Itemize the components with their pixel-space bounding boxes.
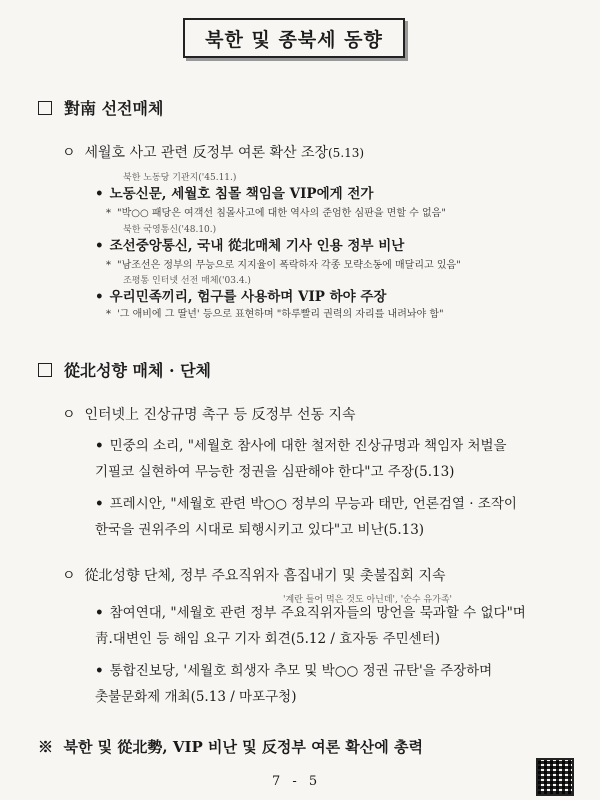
checkbox-icon [38,363,52,377]
quote-line: * '그 애비에 그 딸년' 등으로 표현하며 "하루빨리 권력의 자리를 내려놔야 함" [106,309,444,320]
asterisk-icon: * [106,208,111,219]
list-item: • 조선중앙통신, 국내 從北매체 기사 인용 정부 비난 [95,238,405,254]
list-item: • 통합진보당, '세월호 희생자 추모 및 박○○ 정권 규탄'을 주장하며 촛불문화제 개최(5.13 / 마포구청) [95,663,493,705]
section-heading-1: 對南 선전매체 [38,96,163,119]
section2-item2: ㅇ 從北성향 단체, 정부 주요직위자 흠집내기 및 촛불집회 지속 [62,568,446,584]
list-item: • 참여연대, "세월호 관련 정부 주요직위자들의 망언을 묵과할 수 없다"며 靑.대변인 등 해임 요구 기자 회견(5.12 / 효자동 주민센터) [95,605,526,647]
page-title-text: 북한 및 종북세 동향 [205,28,383,51]
list-item: • 프레시안, "세월호 관련 박○○ 정부의 무능과 태만, 언론검열 · 조작이 한국을 권위주의 시대로 퇴행시키고 있다"고 비난(5.13) [95,496,517,538]
circle-bullet-icon: ㅇ [62,407,76,423]
page-number: 7 - 5 [272,774,322,789]
dot-bullet-icon: • [95,663,104,679]
qr-code-icon [538,760,572,794]
circle-bullet-icon: ㅇ [62,568,76,584]
annotation-note: 조평통 인터넷 선전 매체('03.4.) [123,276,251,286]
checkbox-icon [38,101,52,115]
quote-line: * "남조선은 정부의 무능으로 지지율이 폭락하자 각종 모략소동에 매달리고 있음" [106,260,461,271]
list-item: • 민중의 소리, "세월호 참사에 대한 철저한 진상규명과 책임자 처벌을 기필코 실현하여 무능한 정권을 심판해야 한다"고 주장(5.13) [95,438,507,480]
list-item: • 노동신문, 세월호 침몰 책임을 VIP에게 전가 [95,186,374,202]
dot-bullet-icon: • [95,186,104,202]
reference-mark-icon: ※ [38,738,54,756]
annotation-note: 북한 국영통신('48.10.) [123,225,217,235]
annotation-note: '계란 들어 먹은 것도 아닌데', '순수 유가족' [283,595,453,605]
section1-item: ㅇ 세월호 사고 관련 反정부 여론 확산 조장(5.13) [62,145,365,161]
circle-bullet-icon: ㅇ [62,145,76,161]
dot-bullet-icon: • [95,496,104,512]
dot-bullet-icon: • [95,605,104,621]
section-heading-2: 從北성향 매체 · 단체 [38,358,211,381]
dot-bullet-icon: • [95,438,104,454]
section2-item1: ㅇ 인터넷上 진상규명 촉구 등 反정부 선동 지속 [62,407,356,423]
asterisk-icon: * [106,309,111,320]
asterisk-icon: * [106,260,111,271]
list-item: • 우리민족끼리, 험구를 사용하며 VIP 하야 주장 [95,289,387,305]
annotation-note: 북한 노동당 기관지('45.11.) [123,173,237,183]
dot-bullet-icon: • [95,289,104,305]
quote-line: * "박○○ 패당은 여객선 침몰사고에 대한 역사의 준엄한 심판을 면할 수 없음" [106,208,446,219]
summary-line: ※ 북한 및 從北勢, VIP 비난 및 反정부 여론 확산에 총력 [38,738,423,756]
page-title [183,18,405,58]
dot-bullet-icon: • [95,238,104,254]
